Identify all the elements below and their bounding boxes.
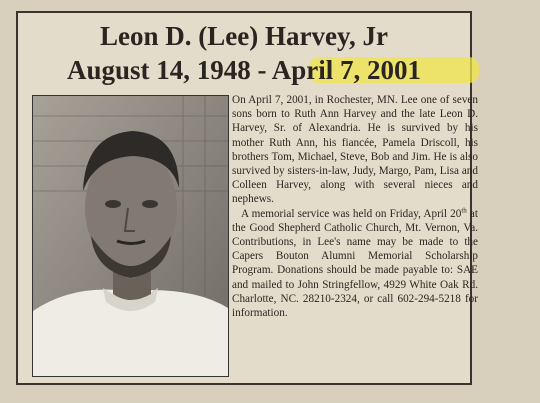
obituary-clipping: [16, 11, 478, 385]
ordinal-suffix: th: [461, 205, 467, 214]
obituary-dates: [18, 55, 470, 85]
death-date: April 7, 2001: [271, 55, 422, 85]
paragraph-memorial: [232, 207, 478, 321]
birth-date: August 14, 1948 -: [66, 55, 272, 85]
memorial-text-start: A memorial service was held on Friday, April 20: [241, 207, 462, 220]
paragraph-family: On April 7, 2001, in Rochester, MN. Lee one of seven sons born to Ruth Ann Harvey and the late Leon D. Harvey, Sr. of Alexandria. He is survived by his mother Ruth Ann, his fiancée, Pamela Driscoll, his brothers Tom, Michael, Steve, Bob and Jim. He is also survived by sisters-in-law, Judy, Margo, Pam, Lisa and Colleen Harvey, along with several nieces and nephews.: [232, 94, 478, 206]
obituary-body: [232, 93, 478, 320]
portrait-image: [33, 96, 228, 376]
obituary-name: Leon D. (Lee) Harvey, Jr: [100, 21, 388, 51]
portrait-photo: [32, 95, 229, 377]
memorial-text-end: at the Good Shepherd Catholic Church, Mt. Vernon, Va. Contributions, in Lee's name may be made to the Capers Bouton Alumni Memorial Scholarship Program. Donations should be made payable to: SAE and mailed to John Stringfellow, 4929 White Oak Rd. Charlotte, NC. 28210-2324, or call 602-294-5218 for information.: [232, 207, 478, 320]
